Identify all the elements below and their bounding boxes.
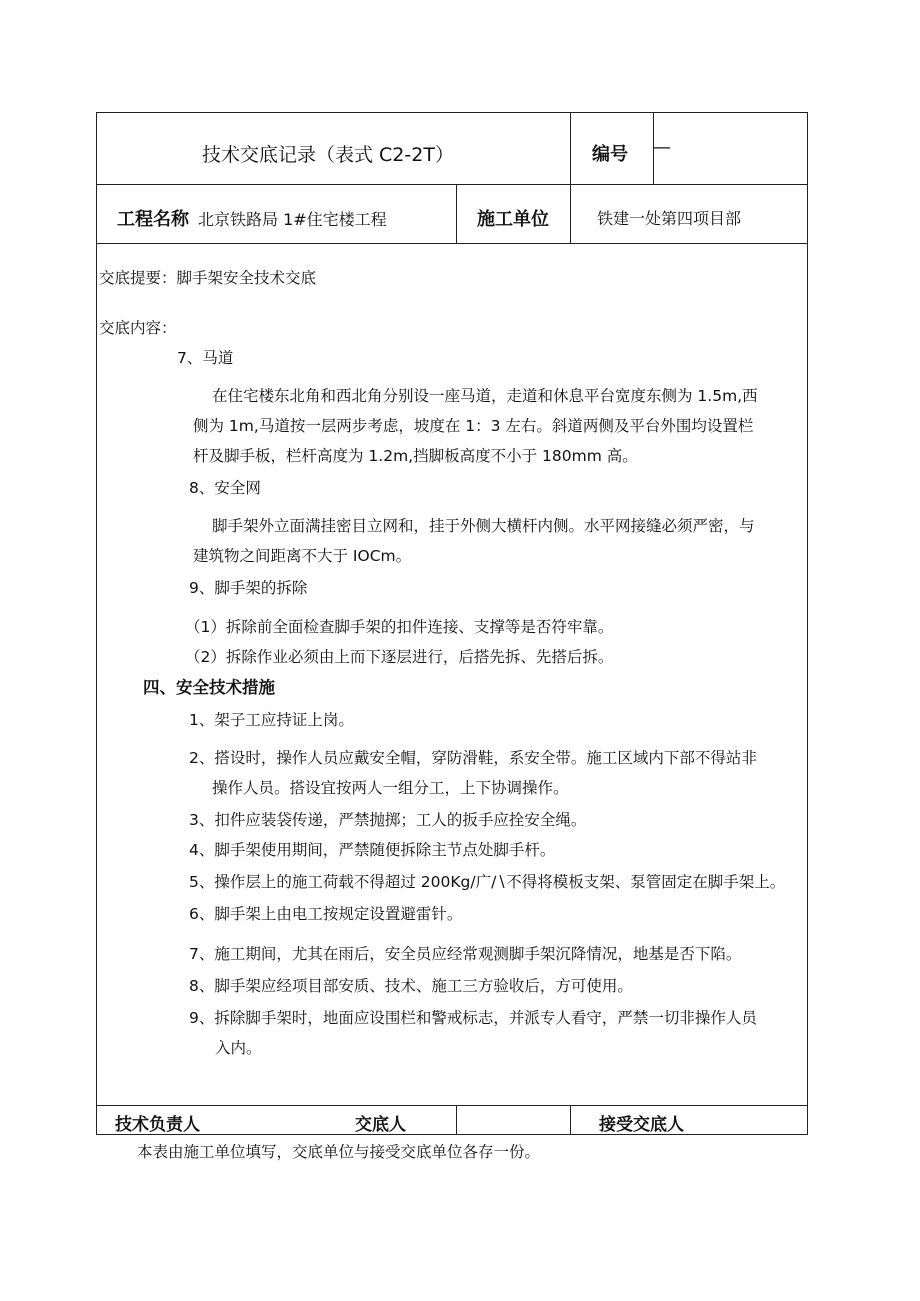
measure-item: 8、脚手架应经项目部安质、技术、施工三方验收后，方可使用。 (189, 977, 633, 995)
column-divider (570, 113, 571, 243)
section-7-title: 7、马道 (177, 349, 234, 367)
number-label: 编号 (592, 144, 628, 165)
section-9-title: 9、脚手架的拆除 (189, 579, 308, 597)
measure-item: 4、脚手架使用期间，严禁随便拆除主节点处脚手杆。 (189, 841, 556, 859)
construction-unit-value[interactable]: 铁建一处第四项目部 (597, 209, 742, 228)
paragraph-line: 杆及脚手板，栏杆高度为 1.2m,挡脚板高度不小于 180mm 高。 (193, 447, 638, 465)
measure-item-continued: 入内。 (215, 1039, 262, 1057)
row-divider (97, 1105, 807, 1106)
list-item: （2）拆除作业必须由上而下逐层进行，后搭先拆、先搭后拆。 (185, 648, 614, 666)
column-divider (456, 1105, 457, 1135)
column-divider (456, 184, 457, 243)
form-note: 本表由施工单位填写，交底单位与接受交底单位各存一份。 (137, 1143, 541, 1161)
list-item: （1）拆除前全面检查脚手架的扣件连接、支撑等是否符牢靠。 (185, 618, 614, 636)
receiver-label: 接受交底人 (599, 1115, 684, 1135)
measure-item: 5、操作层上的施工荷载不得超过 200Kg∕⼴∕∖不得将模板支架、泵管固定在脚手架上。 (189, 873, 786, 891)
measure-item: 1、架子工应持证上岗。 (189, 711, 354, 729)
section-4-title: 四、安全技术措施 (143, 678, 275, 697)
disclosure-form (96, 112, 808, 1135)
number-value[interactable]: — (653, 137, 671, 158)
measure-item: 7、施工期间，尤其在雨后，安全员应经常观测脚手架沉降情况，地基是否下陷。 (189, 945, 742, 963)
paragraph-line: 脚手架外立面满挂密目立网和，挂于外侧大横杆内侧。水平网接缝必须严密，与 (212, 517, 755, 535)
content-label: 交底内容： (99, 319, 177, 337)
measure-item: 3、扣件应装袋传递，严禁抛掷；工人的扳手应拴安全绳。 (189, 811, 587, 829)
project-name-value[interactable]: 北京铁路局 1#住宅楼工程 (198, 210, 387, 229)
measure-item: 9、拆除脚手架时，地面应设围栏和警戒标志，并派专人看守，严禁一切非操作人员 (189, 1009, 757, 1027)
section-8-title: 8、安全网 (189, 479, 261, 497)
row-divider (97, 243, 807, 244)
tech-lead-label: 技术负责人 (115, 1115, 200, 1135)
row-divider (97, 184, 807, 185)
form-title: 技术交底记录（表式 C2-2T） (202, 144, 454, 166)
measure-item: 2、搭设时，操作人员应戴安全帽，穿防滑鞋，系安全带。施工区域内下部不得站非 (189, 749, 757, 767)
paragraph-line: 建筑物之间距离不大于 IOCm。 (193, 547, 412, 565)
measure-item: 6、脚手架上由电工按规定设置避雷针。 (189, 905, 463, 923)
summary-line: 交底提要：脚手架安全技术交底 (99, 269, 317, 287)
project-name-label: 工程名称 (117, 209, 189, 230)
paragraph-line: 在住宅楼东北角和西北角分别设一座马道，走道和休息平台宽度东侧为 1.5m,西 (212, 387, 758, 405)
paragraph-line: 侧为 1m,马道按一层两步考虑，坡度在 1：3 左右。斜道两侧及平台外围均设置栏 (193, 417, 754, 435)
measure-item-continued: 操作人员。搭设宜按两人一组分工，上下协调操作。 (212, 779, 569, 797)
column-divider (570, 1105, 571, 1135)
construction-unit-label: 施工单位 (477, 209, 549, 230)
discloser-label: 交底人 (355, 1115, 406, 1135)
